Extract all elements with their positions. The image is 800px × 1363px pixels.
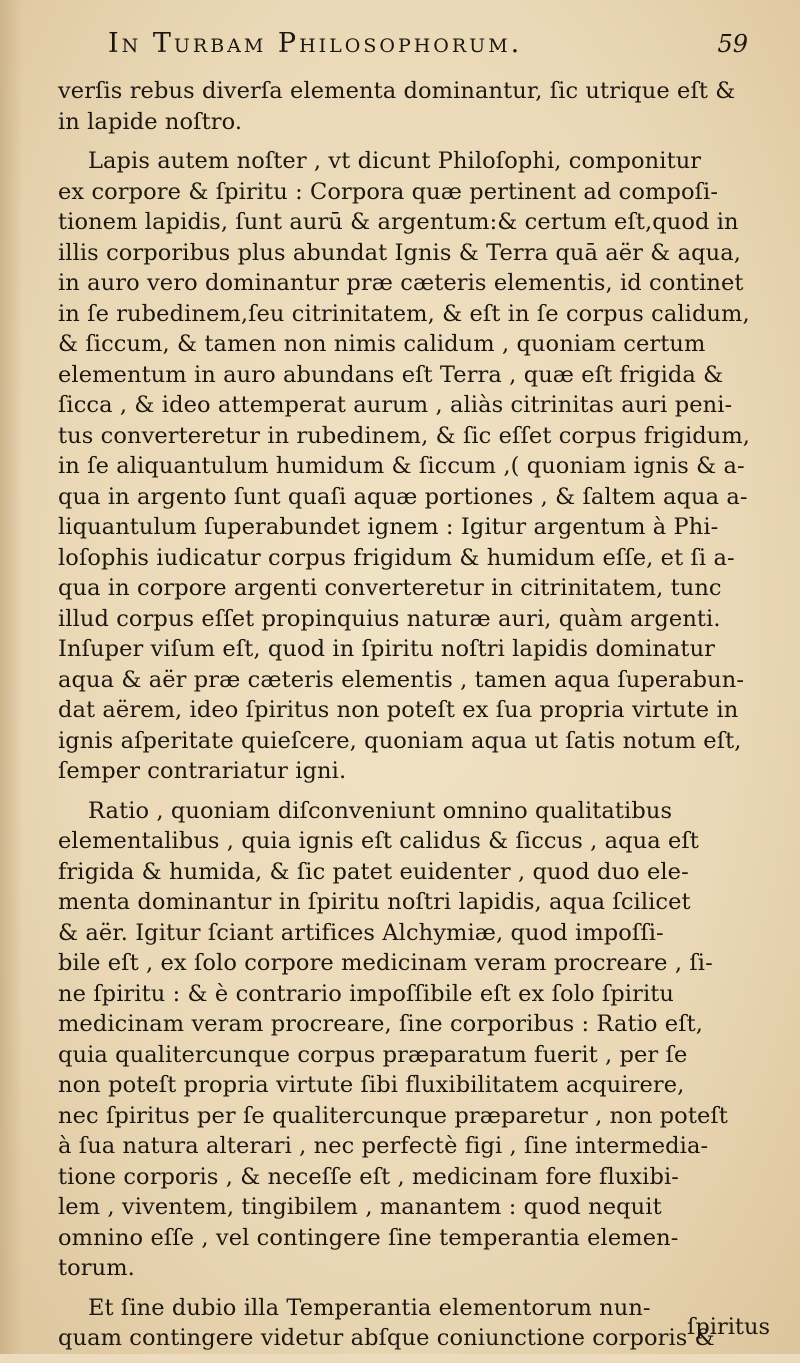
text-line: & ſiccum, & tamen non nimis calidum , quoniam certum bbox=[58, 331, 706, 357]
paragraph bbox=[58, 796, 788, 1284]
text-line: à ſua natura alterari , nec perfectè figi , ſine intermedia- bbox=[58, 1133, 709, 1159]
text-line: illis corporibus plus abundat Ignis & Terra quā aër & aqua, bbox=[58, 239, 742, 266]
text-line: frigida & humida, & ſic patet euidenter , quod duo ele- bbox=[58, 858, 689, 885]
text-line: torum. bbox=[58, 1255, 135, 1281]
text-line: omnino eſſe , vel contingere ſine temperantia elemen- bbox=[58, 1224, 679, 1251]
paragraph bbox=[58, 76, 788, 137]
text-line: in ſe aliquantulum humidum & ſiccum ,( quoniam ignis & a- bbox=[58, 453, 745, 479]
text-line: medicinam veram procreare, ſine corporibus : Ratio eſt, bbox=[58, 1011, 704, 1037]
page-gutter-shadow bbox=[0, 0, 22, 1354]
text-line: Lapis autem noſter , vt dicunt Philoſophi, componitur bbox=[88, 148, 702, 174]
text-line: Ratio , quoniam diſconveniunt omnino qualitatibus bbox=[88, 797, 673, 824]
text-line: liquantulum ſuperabundet ignem : Igitur argentum à Phi- bbox=[58, 514, 719, 540]
text-line: verſis rebus diverſa elementa dominantur, ſic utrique eſt & bbox=[58, 78, 736, 104]
text-line: menta dominantur in ſpiritu noſtri lapidis, aqua ſcilicet bbox=[58, 889, 691, 915]
page-number: 59 bbox=[717, 30, 748, 58]
text-line: in ſe rubedinem,ſeu citrinitatem, & eſt in ſe corpus calidum, bbox=[58, 300, 750, 327]
text-line: ſemper contrariatur igni. bbox=[58, 758, 347, 784]
text-line: tus converteretur in rubedinem, & ſic eſſet corpus frigidum, bbox=[58, 422, 751, 449]
text-line: illud corpus eſſet propinquius naturæ auri, quàm argenti. bbox=[58, 605, 721, 632]
text-line: Inſuper viſum eſt, quod in ſpiritu noſtri lapidis dominatur bbox=[58, 636, 716, 662]
text-line: quia qualitercunque corpus præparatum fuerit , per ſe bbox=[58, 1041, 688, 1068]
text-line: aqua & aër præ cæteris elementis , tamen aqua ſuperabun- bbox=[58, 666, 745, 693]
text-line: ex corpore & ſpiritu : Corpora quæ pertinent ad compoſi- bbox=[58, 178, 719, 205]
text-line: elementum in auro abundans eſt Terra , quæ eſt frigida & bbox=[58, 361, 724, 388]
text-line: lem , viventem, tingibilem , manantem : quod nequit bbox=[58, 1194, 662, 1220]
text-line: ignis aſperitate quieſcere, quoniam aqua ut ſatis notum eſt, bbox=[58, 727, 742, 754]
text-line: loſophis iudicatur corpus frigidum & humidum eſſe, et ſi a- bbox=[58, 544, 735, 571]
text-line: ne ſpiritu : & è contrario impoſſibile eſt ex ſolo ſpiritu bbox=[58, 980, 674, 1007]
text-line: qua in corpore argenti converteretur in citrinitatem, tunc bbox=[58, 575, 722, 601]
text-line: qua in argento ſunt quaſi aquæ portiones , & ſaltem aqua a- bbox=[58, 483, 748, 510]
text-line: tionem lapidis, ſunt aurū & argentum:& certum eſt,quod in bbox=[58, 209, 739, 235]
text-line: elementalibus , quia ignis eſt calidus & ſiccus , aqua eſt bbox=[58, 828, 699, 854]
running-title: In Turbam Philosophorum. bbox=[108, 28, 523, 59]
catchword: ſpiritus bbox=[687, 1314, 770, 1340]
text-line: tione corporis , & neceſſe eſt , medicinam fore fluxibi- bbox=[58, 1163, 679, 1190]
page-header bbox=[108, 28, 748, 68]
paragraph bbox=[58, 1293, 788, 1354]
text-line: & aër. Igitur ſciant artifices Alchymiæ, quod impoſſi- bbox=[58, 919, 664, 946]
text-line: in auro vero dominantur præ cæteris elementis, id continet bbox=[58, 270, 744, 296]
text-line: bile eſt , ex ſolo corpore medicinam veram procreare , ſi- bbox=[58, 950, 713, 976]
text-line: in lapide noſtro. bbox=[58, 108, 243, 135]
text-line: nec ſpiritus per ſe qualitercunque præparetur , non poteſt bbox=[58, 1102, 728, 1129]
text-line: dat aërem, ideo ſpiritus non poteſt ex ſua propria virtute in bbox=[58, 697, 739, 723]
text-line: ſicca , & ideo attemperat aurum , aliàs citrinitas auri peni- bbox=[58, 392, 733, 418]
text-line: quam contingere videtur abſque coniunctione corporis & bbox=[58, 1325, 715, 1351]
paragraph bbox=[58, 146, 788, 787]
text-line: non poteſt propria virtute ſibi fluxibilitatem acquirere, bbox=[58, 1072, 685, 1098]
text-line: Et ſine dubio illa Temperantia elementorum nun- bbox=[88, 1294, 651, 1321]
body-text bbox=[58, 76, 788, 1363]
